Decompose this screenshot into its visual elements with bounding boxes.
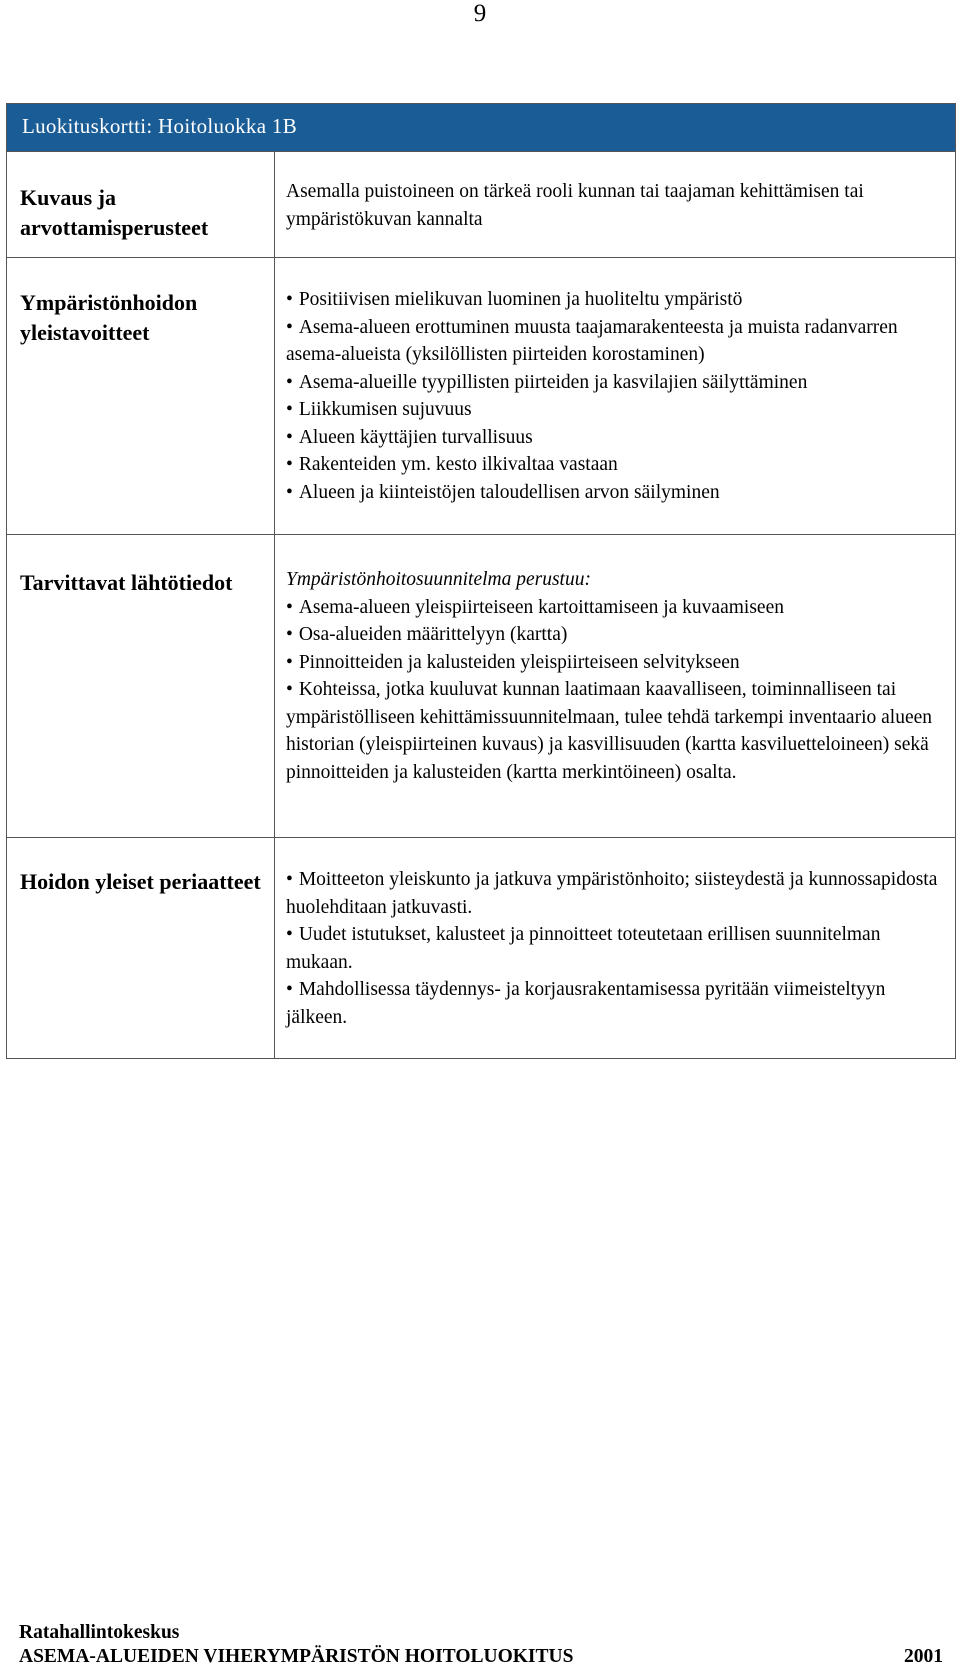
care-principles-list <box>286 866 945 1031</box>
list-item: • Alueen käyttäjien turvallisuus <box>286 424 945 452</box>
classification-card <box>6 103 956 1059</box>
footer-title-line <box>19 1646 943 1668</box>
footer-document-title: ASEMA-ALUEIDEN VIHERYMPÄRISTÖN HOITOLUOKITUS <box>19 1646 574 1667</box>
list-item: • Alueen ja kiinteistöjen taloudellisen arvon säilyminen <box>286 479 945 507</box>
list-item: • Pinnoitteiden ja kalusteiden yleispiirteiseen selvitykseen <box>286 649 945 677</box>
row-general-goals <box>7 258 955 535</box>
row-content-description <box>275 152 955 257</box>
row-content-required-data <box>275 535 955 837</box>
list-item: • Mahdollisessa täydennys- ja korjausrakentamisessa pyritään viimeisteltyyn jälkeen. <box>286 976 945 1031</box>
row-description <box>7 152 955 258</box>
row-care-principles <box>7 838 955 1058</box>
required-data-lead: Ympäristönhoitosuunnitelma perustuu: <box>286 569 591 590</box>
goals-list <box>286 286 945 506</box>
list-item: • Asema-alueen erottuminen muusta taajamarakenteesta ja muista radanvarren asema-alueista (yksilöllisten piirteiden korostaminen) <box>286 314 945 369</box>
card-title: Luokituskortti: Hoitoluokka 1B <box>7 104 955 152</box>
page-number: 9 <box>473 0 487 27</box>
row-content-care-principles <box>275 838 955 1058</box>
description-text: Asemalla puistoineen on tärkeä rooli kunnan tai taajaman kehittämisen tai ympäristökuvan kannalta <box>286 181 864 230</box>
list-item: • Uudet istutukset, kalusteet ja pinnoitteet toteutetaan erillisen suunnitelman mukaan. <box>286 921 945 976</box>
required-data-list <box>286 594 945 787</box>
footer-year: 2001 <box>904 1646 943 1667</box>
list-item: • Moitteeton yleiskunto ja jatkuva ympäristönhoito; siisteydestä ja kunnossapidosta huolehditaan jatkuvasti. <box>286 866 945 921</box>
row-label-description: Kuvaus ja arvottamisperusteet <box>7 152 275 257</box>
list-item: • Kohteissa, jotka kuuluvat kunnan laatimaan kaavalliseen, toiminnalliseen tai ympäristölliseen kehittämissuunnitelmaan, tulee tehdä tarkempi inventaario alueen historian (yleispiirteinen kuvaus) ja kasvillisuuden (kartta kasviluetteloineen) sekä pinnoitteiden ja kalusteiden (kartta merkintöineen) osalta. <box>286 676 945 786</box>
list-item: • Asema-alueille tyypillisten piirteiden ja kasvilajien säilyttäminen <box>286 369 945 397</box>
list-item: • Rakenteiden ym. kesto ilkivaltaa vastaan <box>286 451 945 479</box>
footer-organization: Ratahallintokeskus <box>19 1622 180 1643</box>
list-item: • Liikkumisen sujuvuus <box>286 396 945 424</box>
row-label-care-principles: Hoidon yleiset periaatteet <box>7 838 275 1058</box>
row-label-required-data: Tarvittavat lähtötiedot <box>7 535 275 837</box>
list-item: • Asema-alueen yleispiirteiseen kartoittamiseen ja kuvaamiseen <box>286 594 945 622</box>
row-label-general-goals: Ympäristönhoidon yleistavoitteet <box>7 258 275 534</box>
row-content-general-goals <box>275 258 955 534</box>
list-item: • Osa-alueiden määrittelyyn (kartta) <box>286 621 945 649</box>
row-required-data <box>7 535 955 838</box>
list-item: • Positiivisen mielikuvan luominen ja huoliteltu ympäristö <box>286 286 945 314</box>
